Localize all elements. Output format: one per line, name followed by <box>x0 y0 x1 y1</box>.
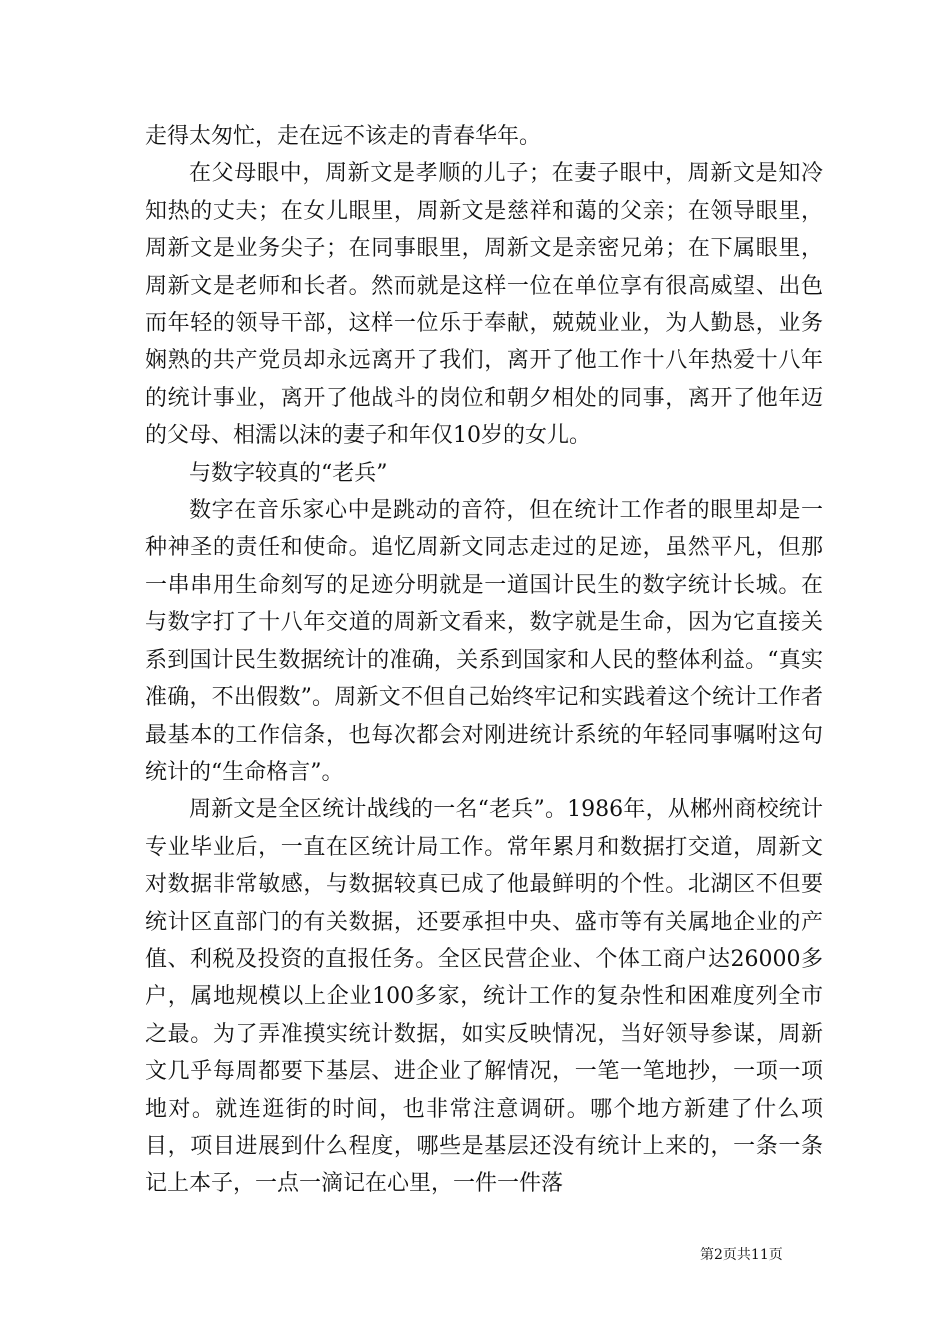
paragraph-family-roles: 在父母眼中，周新文是孝顺的儿子；在妻子眼中，周新文是知冷知热的丈夫；在女儿眼里，周新文是慈祥和蔼的父亲；在领导眼里，周新文是业务尖子；在同事眼里，周新文是亲密兄弟；在下属眼里，周新文是老师和长者。然而就是这样一位在单位享有很高威望、出色而年轻的领导干部，这样一位乐于奉献，兢兢业业，为人勤恳，业务娴熟的共产党员却永远离开了我们，离开了他工作十八年热爱十八年的统计事业，离开了他战斗的岗位和朝夕相处的同事，离开了他年迈的父母、相濡以沫的妻子和年仅10岁的女儿。 <box>145 161 823 449</box>
paragraph-veteran: 周新文是全区统计战线的一名“老兵”。1986年，从郴州商校统计专业毕业后，一直在区统计局工作。常年累月和数据打交道，周新文对数据非常敏感，与数据较真已成了他最鲜明的个性。北湖区不但要统计区直部门的有关数据，还要承担中央、盛市等有关属地企业的产值、利税及投资的直报任务。全区民营企业、个体工商户达26000多户，属地规模以上企业100多家，统计工作的复杂性和困难度列全市之最。为了弄准摸实统计数据，如实反映情况，当好领导参谋，周新文几乎每周都要下基层、进企业了解情况，一笔一笔地抄，一项一项地对。就连逛街的时间，也非常注意调研。哪个地方新建了什么项目，项目进展到什么程度，哪些是基层还没有统计上来的，一条一条记上本子，一点一滴记在心里，一件一件落 <box>145 797 823 1197</box>
paragraph-continuation: 走得太匆忙，走在远不该走的青春华年。 <box>145 124 542 149</box>
section-heading: 与数字较真的“老兵” <box>189 460 388 486</box>
paragraph-numbers-mission: 数字在音乐家心中是跳动的音符，但在统计工作者的眼里却是一种神圣的责任和使命。追忆周新文同志走过的足迹，虽然平凡，但那一串串用生命刻写的足迹分明就是一道国计民生的数字统计长城。在与数字打了十八年交道的周新文看来，数字就是生命，因为它直接关系到国计民生数据统计的准确，关系到国家和人民的整体利益。“真实准确，不出假数”。周新文不但自己始终牢记和实践着这个统计工作者最基本的工作信条，也每次都会对刚进统计系统的年轻同事嘱咐这句统计的“生命格言”。 <box>145 498 823 785</box>
page-number-footer: 第2页共11页 <box>700 1247 783 1263</box>
document-body <box>145 118 823 1203</box>
